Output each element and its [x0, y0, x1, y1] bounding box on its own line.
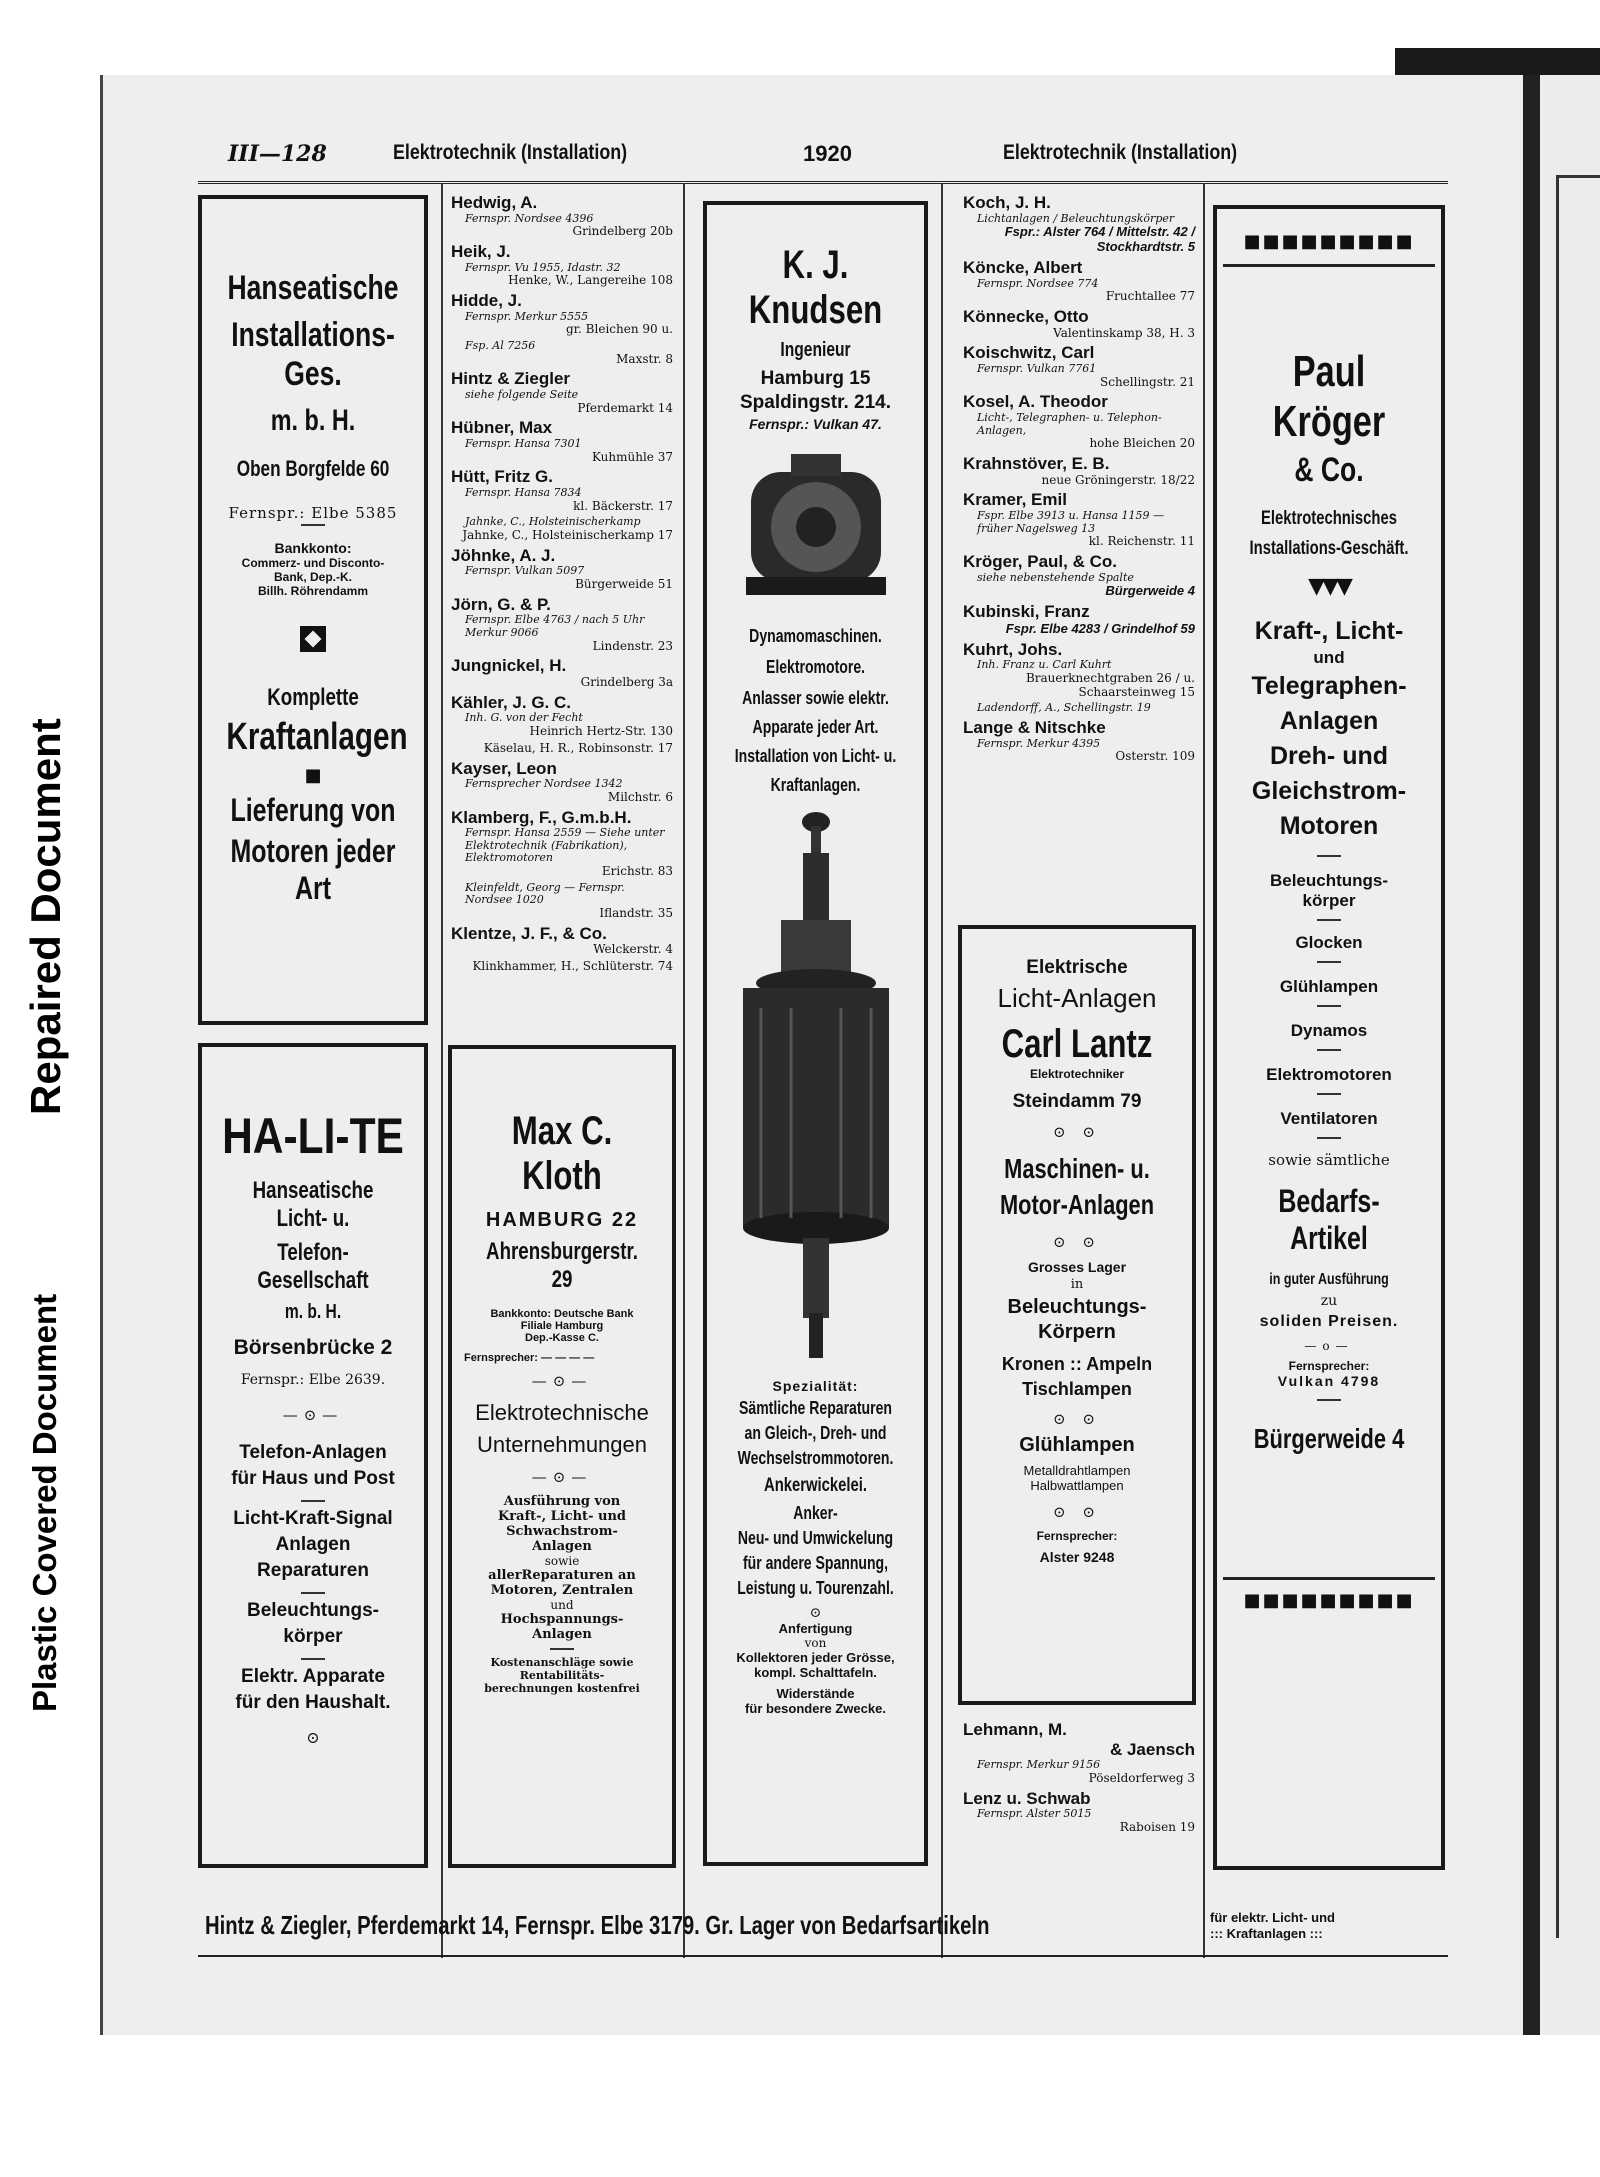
- list-item: [963, 392, 1195, 451]
- list-item: [451, 882, 673, 921]
- entry-phone: Fspr. Elbe 3913 u. Hansa 1159 — früher Nagelsweg 13: [977, 508, 1164, 535]
- entry-phone: Inh. Franz u. Carl Kuhrt: [977, 658, 1112, 672]
- ad-line: Motoren: [1279, 812, 1379, 840]
- entry-phone: Lichtanlagen / Beleuchtungskörper: [977, 211, 1175, 225]
- ad-halite: [198, 1043, 428, 1868]
- list-item: [963, 454, 1195, 487]
- ad-line: Motoren jeder Art: [230, 833, 396, 906]
- entry-name: Klamberg, F., G.m.b.H.: [451, 807, 632, 827]
- ad-item: zu: [1320, 1293, 1338, 1309]
- entry-name: Hidde, J.: [451, 290, 522, 310]
- ad-phone: Fernspr.: Elbe 2639.: [240, 1372, 386, 1388]
- entry-address: gr. Bleichen 90 u.: [565, 322, 673, 337]
- entry-address: Iflandstr. 35: [599, 906, 673, 921]
- entry-name: Hintz & Ziegler: [451, 369, 571, 389]
- ad-title: Paul Kröger: [1272, 347, 1386, 446]
- ad-line: Leistung u. Tourenzahl.: [737, 1578, 894, 1598]
- ad-title: Hanseatische: [227, 269, 399, 307]
- ad-phone: Fernsprecher:: [1036, 1529, 1118, 1543]
- entry-address: Raboisen 19: [1119, 1819, 1195, 1834]
- list-item: [451, 369, 673, 415]
- list-item: [963, 640, 1195, 700]
- entry-address: Jahnke, C., Holsteinischerkamp 17: [462, 527, 673, 542]
- square-border-icon: ■■■■■■■■■: [1243, 1590, 1415, 1611]
- ad-knudsen: [703, 201, 928, 1866]
- ad-phone: Fernsprecher: — — — —: [464, 1352, 595, 1364]
- ad-title: Max C. Kloth: [511, 1109, 613, 1198]
- list-item: [963, 1789, 1195, 1835]
- ad-line: Spezialität:: [772, 1378, 859, 1394]
- divider-icon: —⊙—: [531, 1468, 593, 1486]
- ad-phone: Fernspr.: Elbe 5385: [228, 504, 398, 522]
- ad-line: Körpern: [1038, 1321, 1116, 1343]
- ad-line: Installation von Licht- u.: [734, 746, 897, 766]
- ad-line: Metalldrahtlampen: [1023, 1463, 1131, 1478]
- ad-line: Tischlampen: [1022, 1379, 1132, 1399]
- entry-address: Maxstr. 8: [616, 351, 673, 366]
- list-item: [451, 546, 673, 592]
- header-right-title: Elektrotechnik (Installation): [1003, 141, 1238, 164]
- entry-phone: Fernspr. Vulkan 7761: [977, 361, 1097, 375]
- ad-line: für den Haushalt.: [235, 1692, 391, 1713]
- entry-phone: Fernspr. Hansa 7301: [465, 436, 582, 450]
- page-number: III—128: [228, 141, 327, 167]
- repaired-document-label: Repaired Document: [22, 718, 69, 1115]
- ad-line: Elektr. Apparate: [241, 1666, 385, 1687]
- double-circle-icon: ⊙ ⊙: [1053, 1123, 1101, 1141]
- entry-phone: siehe folgende Seite: [465, 387, 579, 401]
- list-item: [963, 718, 1195, 764]
- ad-subtitle: Telefon-Gesellschaft: [257, 1239, 369, 1294]
- double-circle-icon: ⊙ ⊙: [1053, 1233, 1101, 1251]
- ad-title: HA-LI-TE: [222, 1108, 404, 1164]
- entry-address: Grindelberg 3a: [580, 674, 673, 689]
- page-header: [103, 141, 1523, 181]
- ad-line: Kollektoren jeder Grösse,: [736, 1650, 895, 1665]
- entry-phone: Inh. G. von der Fecht: [465, 711, 583, 725]
- entry-address: Erichstr. 83: [601, 863, 673, 878]
- entry-name: Kähler, J. G. C.: [451, 692, 571, 712]
- entry-name: Lenz u. Schwab: [963, 1788, 1091, 1808]
- ad-line: Elektromotore.: [765, 657, 866, 677]
- ad-item: Beleuchtungs-: [1269, 871, 1389, 890]
- ad-line: Anlagen: [532, 1539, 592, 1554]
- double-circle-icon: ⊙ ⊙: [1053, 1503, 1101, 1521]
- ad-line: Telegraphen-: [1251, 672, 1407, 700]
- entry-address: Osterstr. 109: [1115, 749, 1195, 764]
- entry-address: Käselau, H. R., Robinsonstr. 17: [483, 740, 673, 755]
- bank-label: Bankkonto:: [274, 540, 352, 556]
- entry-address: Lindenstr. 23: [592, 638, 673, 653]
- ad-line: Kronen :: Ampeln: [1001, 1354, 1153, 1374]
- list-item: [963, 343, 1195, 389]
- ad-line: Anfertigung: [778, 1621, 853, 1636]
- ad-item: Elektromotoren: [1266, 1065, 1392, 1084]
- entry-address: Bürgerweide 51: [575, 576, 673, 591]
- ad-line: Widerstände: [776, 1686, 855, 1701]
- ad-line: Halbwattlampen: [1030, 1478, 1124, 1493]
- entry-phone: Fernspr. Merkur 5555: [465, 309, 589, 323]
- entry-name: Köncke, Albert: [963, 258, 1083, 278]
- ad-city: Hamburg 15: [760, 368, 871, 389]
- entry-address: Fspr.: Alster 764 / Mittelstr. 42 / Stockhardtstr. 5: [1004, 224, 1195, 255]
- list-item: [451, 808, 673, 879]
- ad-subtitle: Hanseatische Licht- u.: [252, 1177, 374, 1232]
- directory-list-col4: [963, 193, 1195, 767]
- ad-line: Kostenanschläge sowie: [490, 1656, 634, 1669]
- entry-name: Kosel, A. Theodor: [963, 392, 1108, 412]
- ad-city: HAMBURG 22: [485, 1209, 639, 1231]
- entry-name: Lange & Nitschke: [963, 718, 1106, 737]
- entry-address: Heinrich Hertz-Str. 130: [529, 723, 673, 738]
- ad-line: Lieferung von: [230, 792, 396, 828]
- ad-line: Motor-Anlagen: [999, 1189, 1155, 1220]
- list-item: [451, 467, 673, 513]
- diamond-emblem-icon: [300, 626, 326, 652]
- header-left-title: Elektrotechnik (Installation): [393, 141, 628, 164]
- ad-address: Börsenbrücke 2: [233, 1336, 393, 1359]
- ad-line: Anlagen: [532, 1627, 592, 1642]
- ad-item: körper: [1302, 891, 1356, 910]
- ad-item: Dynamos: [1290, 1021, 1368, 1040]
- scan-edge-right: [1520, 75, 1540, 2035]
- entry-name: Koch, J. H.: [963, 193, 1051, 212]
- ad-line: Ankerwickelei.: [764, 1475, 867, 1496]
- entry-address: Grindelberg 20b: [572, 224, 673, 239]
- footer-tail-line: für elektr. Licht- und: [1210, 1910, 1335, 1925]
- header-rule: [198, 181, 1448, 184]
- directory-list-col2: [451, 193, 673, 977]
- ad-line: für andere Spannung,: [742, 1553, 889, 1573]
- next-page-strip: [1540, 75, 1600, 2035]
- list-item: [451, 340, 673, 366]
- entry-name: Jöhnke, A. J.: [451, 545, 556, 565]
- bank-line: Filiale Hamburg: [520, 1320, 604, 1332]
- entry-phone: Fernspr. Merkur 4395: [977, 736, 1101, 750]
- ad-phone: Fernspr.: Vulkan 47.: [749, 416, 882, 432]
- entry-address: Bürgerweide 4: [1105, 583, 1195, 599]
- plastic-document-label: Plastic Covered Document: [26, 1293, 63, 1712]
- dynamo-machine-icon: [731, 442, 901, 612]
- entry-address: Valentinskamp 38, H. 3: [1053, 325, 1195, 340]
- bank-line: Billh. Röhrendamm: [257, 584, 368, 598]
- ad-line: Elektrische: [1026, 957, 1128, 978]
- entry-phone: Fernspr. Vu 1955, Idastr. 32: [465, 260, 621, 274]
- ad-line: Kraft-, Licht- und: [498, 1509, 626, 1524]
- footer-main-text: Hintz & Ziegler, Pferdemarkt 14, Fernspr. Elbe 3179. Gr. Lager von Bedarfsartikeln: [205, 1910, 990, 1940]
- list-item: [451, 516, 673, 542]
- entry-phone: Fernspr. Merkur 9156: [977, 1758, 1101, 1772]
- entry-name: Koischwitz, Carl: [963, 343, 1095, 363]
- footer-ad: [110, 1910, 1500, 1955]
- entry-phone: Fernsprecher Nordsee 1342: [465, 777, 623, 791]
- entry-name: Kröger, Paul, & Co.: [963, 551, 1117, 571]
- ad-line: Grosses Lager: [1027, 1259, 1127, 1275]
- ad-line: Kraftanlagen: [226, 716, 408, 758]
- column-separator: [941, 183, 943, 1958]
- ad-line: Motoren, Zentralen: [490, 1583, 634, 1598]
- entry-phone: siehe nebenstehende Spalte: [977, 570, 1134, 584]
- ad-subtitle: Installations-Geschäft.: [1249, 538, 1409, 559]
- ad-subtitle: Elektrotechnisches: [1261, 508, 1397, 529]
- entry-address: Henke, W., Langereihe 108: [508, 273, 673, 288]
- list-item: [963, 490, 1195, 549]
- ad-item: Glühlampen: [1279, 977, 1379, 996]
- list-item: [451, 924, 673, 957]
- ad-line: für Haus und Post: [231, 1468, 395, 1489]
- list-item: [451, 742, 673, 756]
- ad-address: Oben Borgfelde 60: [236, 456, 390, 481]
- ad-line: in: [1070, 1277, 1084, 1292]
- divider-icon: —⊙—: [282, 1406, 344, 1424]
- ad-line: Maschinen- u.: [1004, 1153, 1150, 1184]
- entry-phone: Ladendorff, A., Schellingstr. 19: [977, 701, 1151, 715]
- ad-line: Dreh- und: [1269, 742, 1389, 770]
- ad-title: Carl Lantz: [1001, 1022, 1153, 1066]
- ad-subtitle: Ingenieur: [780, 339, 851, 361]
- header-year: 1920: [803, 141, 852, 166]
- ad-line: Komplette: [267, 684, 359, 711]
- ad-line: Licht-Kraft-Signal: [233, 1508, 393, 1529]
- entry-name: Kuhrt, Johs.: [963, 639, 1063, 659]
- document-page: [100, 75, 1523, 2035]
- bank-line: Bankkonto: Deutsche Bank: [490, 1308, 634, 1320]
- ad-lantz: [958, 925, 1196, 1705]
- entry-name: & Jaensch: [1109, 1739, 1195, 1759]
- ad-hanseatische: [198, 195, 428, 1025]
- list-item: [451, 759, 673, 805]
- ad-kloth: [448, 1045, 676, 1868]
- ad-line: Hochspannungs-: [500, 1612, 624, 1627]
- ad-phone: Vulkan 4798: [1277, 1373, 1381, 1389]
- ad-line: Elektrotechnische: [475, 1400, 649, 1425]
- column-separator: [441, 183, 443, 1958]
- entry-address: Fruchtallee 77: [1105, 289, 1195, 304]
- list-item: [963, 1720, 1195, 1786]
- entry-name: Kramer, Emil: [963, 490, 1067, 510]
- entry-address: Pferdemarkt 14: [577, 400, 673, 415]
- entry-name: Jörn, G. & P.: [451, 594, 551, 614]
- entry-name: Hedwig, A.: [451, 193, 538, 212]
- entry-address: Fspr. Elbe 4283 / Grindelhof 59: [1005, 620, 1195, 636]
- entry-name: Hütt, Fritz G.: [451, 467, 553, 487]
- bank-line: Bank, Dep.-K.: [273, 570, 352, 584]
- ad-line: Anlasser sowie elektr.: [742, 688, 889, 708]
- ad-item: Bedarfs-Artikel: [1278, 1183, 1380, 1256]
- ad-phone: Alster 9248: [1039, 1549, 1115, 1565]
- ad-line: Beleuchtungs-: [247, 1600, 379, 1621]
- list-item: [451, 656, 673, 689]
- ad-line: Kraft-, Licht-: [1254, 617, 1404, 645]
- ad-address: Bürgerweide 4: [1253, 1423, 1405, 1454]
- ad-line: körper: [283, 1626, 343, 1647]
- list-item: [451, 418, 673, 464]
- ad-line: Sämtliche Reparaturen: [739, 1398, 892, 1418]
- ad-line: berechnungen kostenfrei: [484, 1682, 640, 1695]
- bank-line: Commerz- und Disconto-: [241, 556, 385, 570]
- entry-address: Schellingstr. 21: [1100, 374, 1195, 389]
- ad-line: Glühlampen: [1019, 1434, 1135, 1456]
- entry-address: Kuhmühle 37: [591, 449, 673, 464]
- ad-line: Anlagen: [1279, 707, 1379, 735]
- square-bullet-icon: ■: [304, 765, 322, 786]
- ad-line: an Gleich-, Dreh- und: [744, 1423, 887, 1443]
- ad-line: kompl. Schalttafeln.: [754, 1665, 877, 1680]
- entry-address: Brauerknechtgraben 26 / u. Schaarsteinweg 15: [1025, 670, 1195, 699]
- entry-name: Jungnickel, H.: [451, 656, 567, 676]
- ad-line: Dynamomaschinen.: [749, 626, 882, 646]
- ad-line: Wechselstrommotoren.: [737, 1448, 894, 1468]
- list-item: [963, 307, 1195, 340]
- entry-phone: Fernspr. Vulkan 5097: [465, 564, 585, 578]
- ad-line: sowie: [544, 1554, 580, 1568]
- ad-item: sowie sämtliche: [1268, 1151, 1390, 1169]
- list-item: [963, 702, 1195, 715]
- ad-line: Telefon-Anlagen: [239, 1442, 387, 1463]
- entry-name: Kubinski, Franz: [963, 602, 1090, 622]
- ad-item: Glocken: [1295, 933, 1363, 952]
- ad-title: & Co.: [1294, 451, 1364, 489]
- ad-title: m. b. H.: [270, 404, 356, 437]
- column-separator: [683, 183, 685, 1958]
- ad-line: Gleichstrom-: [1251, 777, 1407, 805]
- entry-phone: Fernspr. Elbe 4763 / nach 5 Uhr Merkur 9066: [465, 613, 645, 639]
- bank-line: Dep.-Kasse C.: [525, 1332, 599, 1344]
- footer-rule: [198, 1955, 1448, 1957]
- entry-phone: Kleinfeldt, Georg — Fernspr. Nordsee 1020: [465, 880, 625, 907]
- ad-address: Steindamm 79: [1012, 1091, 1142, 1112]
- entry-name: Könnecke, Otto: [963, 307, 1089, 327]
- list-item: [451, 193, 673, 239]
- footer-tail: [1210, 1910, 1335, 1941]
- ad-kroeger: [1213, 205, 1445, 1870]
- ad-subtitle: m. b. H.: [284, 1301, 342, 1323]
- ad-phone: Fernsprecher:: [1288, 1359, 1370, 1373]
- divider-icon: —⊙—: [531, 1372, 593, 1390]
- entry-phone: Jahnke, C., Holsteinischerkamp: [465, 515, 641, 529]
- entry-address: neue Gröningerstr. 18/22: [1041, 472, 1195, 487]
- circle-dot-icon: ⊙: [809, 1605, 822, 1621]
- entry-name: Hübner, Max: [451, 418, 553, 438]
- entry-phone: Fernspr. Alster 5015: [977, 1807, 1092, 1821]
- armature-rotor-icon: [731, 808, 901, 1368]
- list-item: [451, 291, 673, 337]
- ad-subtitle: Elektrotechniker: [1029, 1067, 1125, 1081]
- entry-address: Klinkhammer, H., Schlüterstr. 74: [472, 959, 673, 974]
- ad-address: Spaldingstr. 214.: [740, 392, 891, 413]
- divider-icon: —o—: [1304, 1339, 1354, 1353]
- square-border-icon: ■■■■■■■■■: [1243, 231, 1415, 252]
- ad-line: Apparate jeder Art.: [752, 717, 879, 737]
- entry-phone: Fernspr. Hansa 2559 — Siehe unter Elektrotechnik (Fabrikation), Elektromotoren: [465, 826, 665, 865]
- ad-line: Unternehmungen: [476, 1432, 647, 1457]
- ad-line: Rentabilitäts-: [519, 1669, 605, 1682]
- list-item: [963, 258, 1195, 304]
- list-item: [451, 242, 673, 288]
- footer-tail-line: ::: Kraftanlagen :::: [1210, 1925, 1323, 1941]
- list-item: [963, 552, 1195, 599]
- entry-name: Lehmann, M.: [963, 1720, 1067, 1739]
- ad-title: K. J. Knudsen: [748, 243, 883, 332]
- entry-address: kl. Bäckerstr. 17: [573, 498, 673, 513]
- entry-address: Pöseldorferweg 3: [1088, 1770, 1195, 1785]
- double-circle-icon: ⊙ ⊙: [1053, 1410, 1101, 1428]
- ad-item: in guter Ausführung: [1269, 1271, 1389, 1288]
- circle-dot-icon: ⊙: [306, 1728, 320, 1747]
- ad-item: Ventilatoren: [1280, 1109, 1378, 1128]
- ad-line: Ausführung von: [503, 1494, 621, 1509]
- ad-line: Beleuchtungs-: [1007, 1296, 1147, 1318]
- ad-line: Kraftanlagen.: [770, 775, 861, 795]
- list-item: [963, 193, 1195, 255]
- ad-line: Schwachstrom-: [506, 1524, 618, 1539]
- entry-name: Krahnstöver, E. B.: [963, 454, 1110, 473]
- column-separator: [1203, 183, 1205, 1958]
- entry-address: kl. Reichenstr. 11: [1088, 534, 1195, 549]
- ad-address: Ahrensburgerstr. 29: [486, 1238, 638, 1293]
- ad-line: Anker-: [793, 1503, 838, 1523]
- entry-phone: Licht-, Telegraphen- u. Telephon-Anlagen,: [977, 410, 1162, 437]
- ad-title: Licht-Anlagen: [997, 983, 1157, 1013]
- ad-line: Anlagen: [275, 1534, 351, 1555]
- ad-line: und: [1313, 648, 1345, 667]
- entry-phone: Fernspr. Hansa 7834: [465, 485, 582, 499]
- ad-line: Neu- und Umwickelung: [737, 1528, 894, 1548]
- list-item: [451, 595, 673, 654]
- ad-line: von: [804, 1636, 827, 1650]
- entry-name: Kayser, Leon: [451, 758, 557, 778]
- ad-line: und: [550, 1598, 574, 1612]
- entry-phone: Fernspr. Nordsee 4396: [465, 211, 594, 225]
- entry-address: Welckerstr. 4: [593, 942, 673, 957]
- ad-item: soliden Preisen.: [1259, 1313, 1399, 1330]
- entry-address: hohe Bleichen 20: [1089, 436, 1195, 451]
- entry-phone: Fsp. Al 7256: [465, 338, 536, 352]
- entry-name: Heik, J.: [451, 241, 511, 261]
- entry-name: Klentze, J. F., & Co.: [451, 923, 607, 943]
- ad-line: für besondere Zwecke.: [745, 1701, 886, 1716]
- ad-line: Reparaturen: [257, 1560, 369, 1581]
- list-item: [451, 693, 673, 739]
- entry-address: Milchstr. 6: [607, 789, 673, 804]
- ad-line: allerReparaturen an: [488, 1568, 636, 1583]
- list-item: [963, 602, 1195, 636]
- ad-title: Installations-Ges.: [231, 316, 395, 393]
- entry-phone: Fernspr. Nordsee 774: [977, 276, 1099, 290]
- directory-list-col4-bottom: [963, 1720, 1195, 1838]
- list-item: [451, 960, 673, 974]
- triangle-ornament-icon: ▼▼▼: [1308, 574, 1350, 599]
